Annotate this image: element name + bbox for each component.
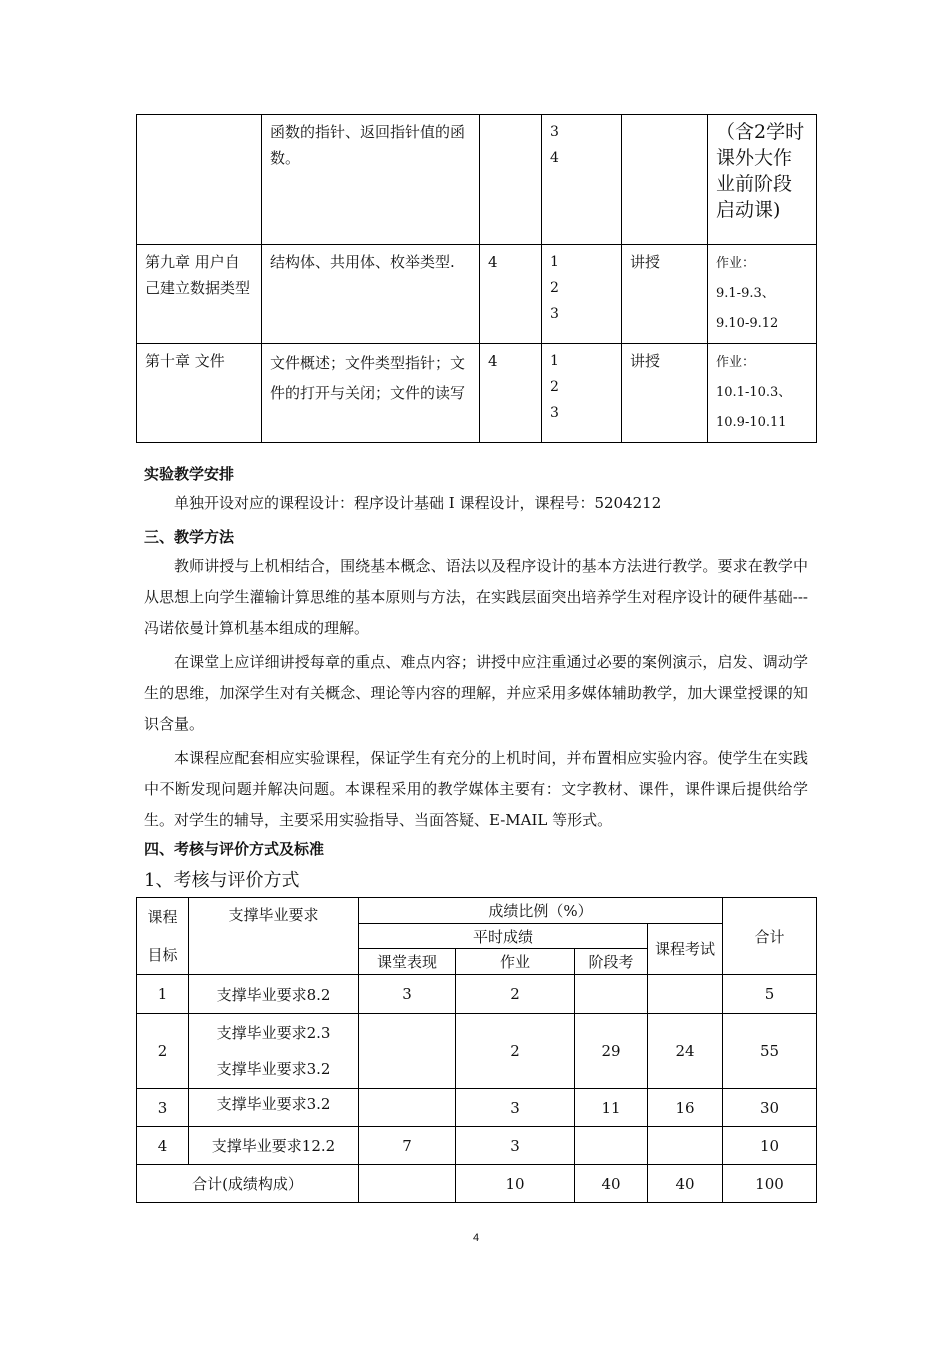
- goal-number: 3: [550, 124, 559, 140]
- class-cell: 3: [359, 975, 456, 1014]
- goal-number: 1: [550, 254, 559, 270]
- note-line: 9.1-9.3、: [716, 286, 775, 301]
- exam-cell: [648, 975, 723, 1014]
- hours-cell: 4: [480, 245, 542, 344]
- method-cell: [622, 115, 708, 245]
- homework-cell: 2: [456, 1014, 575, 1089]
- total-cell: 30: [723, 1089, 817, 1127]
- goal-number: 2: [550, 280, 559, 296]
- table-row: [137, 1014, 817, 1089]
- note-line: 作业：: [716, 256, 756, 271]
- content-cell: 文件概述；文件类型指针；文件的打开与关闭；文件的读写: [262, 344, 480, 443]
- note-line: 10.1-10.3、: [716, 385, 792, 400]
- goal-number: 1: [550, 353, 559, 369]
- goal-cell: 3: [137, 1089, 189, 1127]
- note-cell: [708, 344, 817, 443]
- requirement-cell: 支撑毕业要求8.2: [189, 975, 359, 1014]
- goal-number: 3: [550, 306, 559, 322]
- requirement-cell: 支撑毕业要求12.2: [189, 1127, 359, 1165]
- class-cell: [359, 1089, 456, 1127]
- hours-cell: 4: [480, 344, 542, 443]
- methods-heading: 三、教学方法: [144, 528, 235, 546]
- homework-cell: 2: [456, 975, 575, 1014]
- requirement-cell: 支撑毕业要求3.2: [189, 1089, 359, 1127]
- assessment-heading: 四、考核与评价方式及标准: [144, 840, 325, 858]
- table-row: [137, 1127, 817, 1165]
- total-cell: 5: [723, 975, 817, 1014]
- goals-cell: [542, 245, 622, 344]
- stage-cell: 40: [575, 1165, 648, 1203]
- goal-cell: 4: [137, 1127, 189, 1165]
- note-cell: （含2学时课外大作业前阶段启动课): [708, 115, 817, 245]
- table-row: [137, 975, 817, 1014]
- requirement-cell: [189, 1014, 359, 1089]
- note-line: 10.9-10.11: [716, 415, 787, 430]
- content-cell: 函数的指针、返回指针值的函数。: [262, 115, 480, 245]
- table-row: [137, 1165, 817, 1203]
- method-cell: 讲授: [622, 344, 708, 443]
- total-header: 合计: [723, 898, 817, 975]
- exam-header: 课程考试: [648, 924, 723, 975]
- exam-cell: [648, 1127, 723, 1165]
- stage-cell: [575, 975, 648, 1014]
- homework-cell: 3: [456, 1089, 575, 1127]
- total-cell: 10: [723, 1127, 817, 1165]
- note-line: 作业：: [716, 355, 756, 370]
- page-number: 4: [472, 1232, 480, 1244]
- goal-cell: 1: [137, 975, 189, 1014]
- methods-paragraph: 在课堂上应详细讲授每章的重点、难点内容；讲授中应注重通过必要的案例演示，启发、调动学生的思维，加深学生对有关概念、理论等内容的理解，并应采用多媒体辅助教学，加大课堂授课的知识含量。: [144, 653, 808, 733]
- usual-score-header: 平时成绩: [359, 924, 648, 949]
- goal-number: 4: [550, 150, 559, 166]
- chapter-cell: [137, 115, 262, 245]
- assessment-subheading: 1、考核与评价方式: [144, 870, 300, 891]
- requirement-line: 支撑毕业要求3.2: [216, 1060, 331, 1078]
- total-cell: 55: [723, 1014, 817, 1089]
- content-cell: 结构体、共用体、枚举类型.: [262, 245, 480, 344]
- ratio-header: 成绩比例（%）: [359, 898, 723, 924]
- table-row: [137, 245, 817, 344]
- exam-cell: 40: [648, 1165, 723, 1203]
- stage-cell: [575, 1127, 648, 1165]
- chapter-cell: 第九章 用户自己建立数据类型: [137, 245, 262, 344]
- chapter-cell: 第十章 文件: [137, 344, 262, 443]
- hours-cell: [480, 115, 542, 245]
- goal-header: 课程目标: [137, 898, 189, 975]
- homework-header: 作业: [456, 949, 575, 975]
- methods-paragraph: 本课程应配套相应实验课程，保证学生有充分的上机时间，并布置相应实验内容。使学生在实践中不断发现问题并解决问题。本课程采用的教学媒体主要有：文字教材、课件，课件课后提供给学生。对学生的辅导，主要采用实验指导、当面答疑、E-MAIL 等形式。: [144, 749, 808, 829]
- sum-label-cell: 合计(成绩构成）: [137, 1165, 359, 1203]
- stage-cell: 29: [575, 1014, 648, 1089]
- method-cell: 讲授: [622, 245, 708, 344]
- goal-number: 3: [550, 405, 559, 421]
- lab-paragraph: 单独开设对应的课程设计：程序设计基础 I 课程设计，课程号：5204212: [174, 494, 662, 512]
- total-cell: 100: [723, 1165, 817, 1203]
- homework-cell: 3: [456, 1127, 575, 1165]
- note-line: 9.10-9.12: [716, 316, 779, 331]
- class-cell: 7: [359, 1127, 456, 1165]
- class-cell: [359, 1014, 456, 1089]
- goals-cell: [542, 344, 622, 443]
- stage-header: 阶段考: [575, 949, 648, 975]
- goal-cell: 2: [137, 1014, 189, 1089]
- class-header: 课堂表现: [359, 949, 456, 975]
- exam-cell: 16: [648, 1089, 723, 1127]
- goal-number: 2: [550, 379, 559, 395]
- requirement-line: 支撑毕业要求2.3: [216, 1024, 331, 1042]
- grade-table: [136, 897, 817, 1203]
- table-row: [137, 344, 817, 443]
- note-cell: [708, 245, 817, 344]
- homework-cell: 10: [456, 1165, 575, 1203]
- exam-cell: 24: [648, 1014, 723, 1089]
- goals-cell: [542, 115, 622, 245]
- stage-cell: 11: [575, 1089, 648, 1127]
- requirement-header: 支撑毕业要求: [189, 898, 359, 975]
- class-cell: [359, 1165, 456, 1203]
- lab-heading: 实验教学安排: [144, 465, 235, 483]
- course-schedule-table: [136, 114, 817, 443]
- methods-paragraph: 教师讲授与上机相结合，围绕基本概念、语法以及程序设计的基本方法进行教学。要求在教学中从思想上向学生灌输计算思维的基本原则与方法，在实践层面突出培养学生对程序设计的硬件基础---冯诺依曼计算机基本组成的理解。: [144, 557, 808, 637]
- table-row: [137, 1089, 817, 1127]
- table-row: [137, 115, 817, 245]
